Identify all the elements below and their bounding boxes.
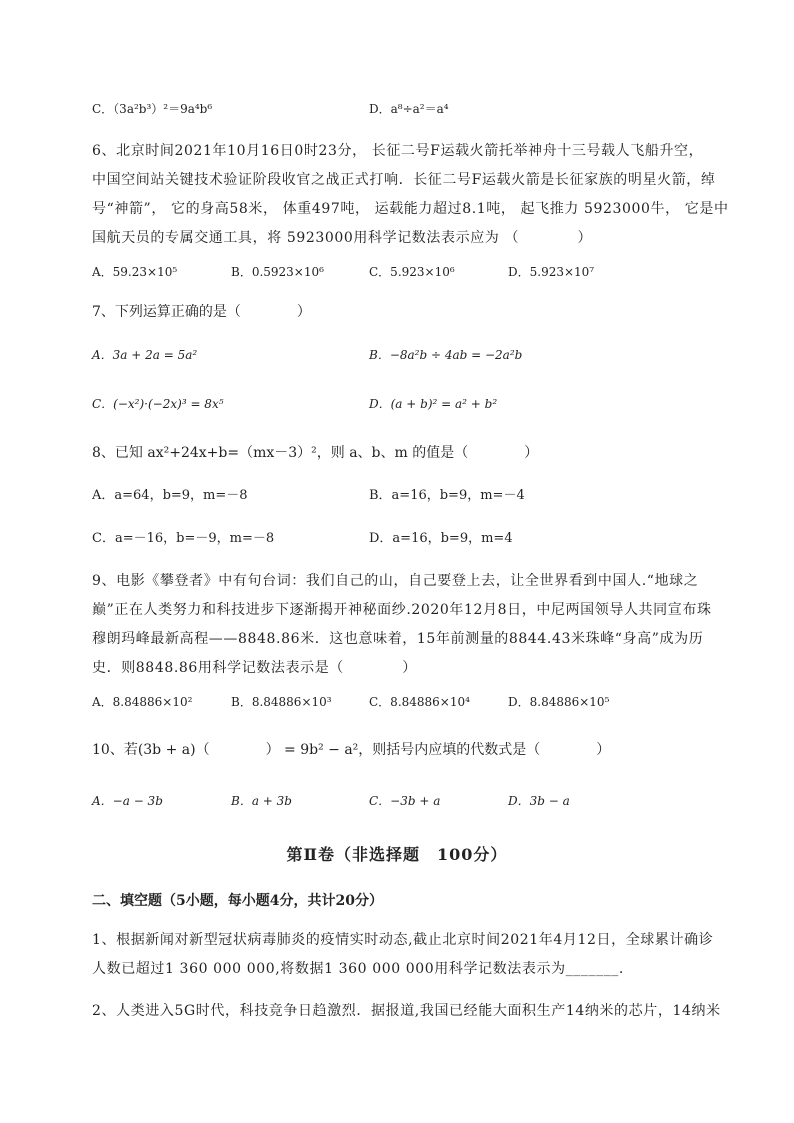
q8-option-a: A．a=64，b=9，m=－8	[92, 488, 248, 503]
q6-line-1: 6、北京时间2021年10月16日0时23分， 长征二号F运载火箭托举神舟十三号载人飞船升空，	[92, 143, 704, 159]
question-9-stem	[92, 567, 742, 683]
q6-option-d: D．5.923×10⁷	[508, 265, 595, 279]
q10-option-d: D．3b − a	[508, 794, 570, 808]
q5-option-c: C．（3a²b³）²＝9a⁴b⁶	[92, 102, 213, 116]
q9-line-3: 穆朗玛峰最新高程——8848.86米．这也意味着，15年前测量的8844.43米珠峰“身高”成为历	[92, 631, 704, 647]
q9-line-4: 史．则8848.86用科学记数法表示是（ ）	[92, 660, 417, 676]
question-6-stem	[92, 137, 742, 253]
q8-option-b: B．a=16，b=9，m=－4	[369, 488, 525, 503]
question-8-stem: 8、已知 ax²+24x+b=（mx－3）²，则 a、b、m 的值是（ ）	[92, 445, 539, 461]
q9-option-a: A．8.84886×10²	[92, 695, 193, 709]
q9-option-b: B．8.84886×10³	[231, 695, 332, 709]
q9-line-2: 巅”正在人类努力和科技进步下逐渐揭开神秘面纱.2020年12月8日，中尼两国领导人共同宣布珠	[92, 602, 712, 618]
question-10-stem: 10、若(3b + a)（ ） = 9b² − a²，则括号内应填的代数式是（ ）	[92, 742, 611, 758]
q6-line-4: 国航天员的专属交通工具，将 5923000用科学记数法表示应为 （ ）	[92, 230, 593, 246]
q10-option-c: C．−3b + a	[369, 794, 441, 808]
q6-option-a: A．59.23×10⁵	[92, 265, 178, 279]
fill-in-section-heading: 二、填空题（5小题，每小题4分，共计20分）	[92, 893, 383, 909]
section-2-title: 第Ⅱ卷（非选择题 100分）	[286, 845, 508, 864]
fill1-line-1: 1、根据新闻对新型冠状病毒肺炎的疫情实时动态,截止北京时间2021年4月12日，全球累计确诊	[92, 932, 714, 948]
fill2-line-1: 2、人类进入5G时代，科技竞争日趋激烈．据报道,我国已经能大面积生产14纳米的芯片，14纳米	[92, 1003, 721, 1019]
fill-in-question-2	[92, 997, 742, 1026]
q9-line-1: 9、电影《攀登者》中有句台词：我们自己的山，自己要登上去，让全世界看到中国人.“地球之	[92, 573, 699, 589]
q7-option-c: C．(−x²)·(−2x)³ = 8x⁵	[92, 397, 224, 411]
q9-option-d: D．8.84886×10⁵	[508, 695, 610, 709]
q10-option-a: A．−a − 3b	[92, 794, 163, 808]
q5-option-d: D．a⁸÷a²＝a⁴	[369, 102, 449, 116]
q6-line-3: 号“神箭”， 它的身高58米， 体重497吨， 运载能力超过8.1吨， 起飞推力 5923000牛， 它是中	[92, 201, 729, 217]
q6-line-2: 中国空间站关键技术验证阶段收官之战正式打响．长征二号F运载火箭是长征家族的明星火箭，绰	[92, 172, 716, 188]
q7-option-b: B．−8a²b ÷ 4ab = −2a²b	[369, 348, 523, 362]
q7-option-d: D．(a + b)² = a² + b²	[369, 397, 498, 411]
fill-in-question-1	[92, 926, 742, 984]
q6-option-b: B．0.5923×10⁶	[231, 265, 324, 279]
question-7-stem: 7、下列运算正确的是（ ）	[92, 304, 311, 320]
q9-option-c: C．8.84886×10⁴	[369, 695, 470, 709]
q7-option-a: A．3a + 2a = 5a²	[92, 348, 198, 362]
fill1-line-2: 人数已超过1 360 000 000,将数据1 360 000 000用科学记数法表示为_______.	[92, 961, 624, 977]
q6-option-c: C．5.923×10⁶	[369, 265, 455, 279]
q8-option-c: C．a=－16，b=－9，m=－8	[92, 531, 275, 546]
q10-option-b: B．a + 3b	[231, 794, 292, 808]
q8-option-d: D．a=16，b=9，m=4	[369, 531, 513, 546]
